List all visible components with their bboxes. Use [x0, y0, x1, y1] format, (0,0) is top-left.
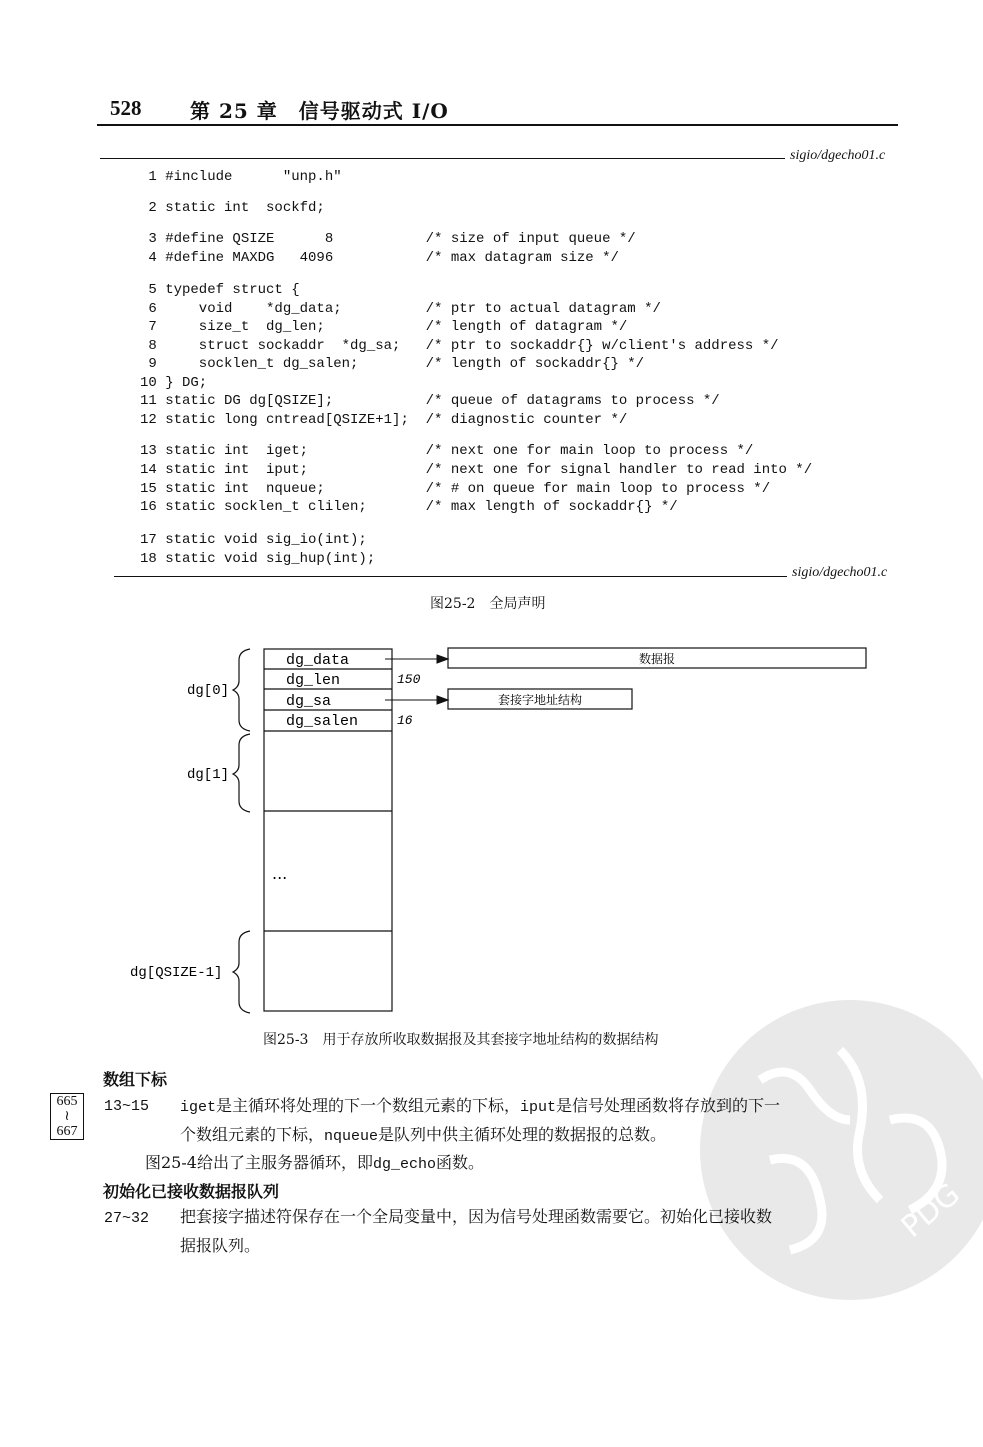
field-dg-sa: dg_sa	[286, 693, 332, 710]
margin-page-reference	[50, 1093, 84, 1140]
listing-filename-bottom: sigio/dgecho01.c	[792, 565, 888, 580]
text-nqueue-desc: 是队列中供主循环处理的数据报的总数。	[378, 1125, 667, 1144]
code-line-4: 4 #define MAXDG 4096 /* max datagram size */	[140, 250, 619, 266]
page-number: 528	[110, 96, 142, 120]
code-line-10: 10 } DG;	[140, 375, 208, 391]
paragraph-figure-ref	[145, 1149, 905, 1179]
listing-filename-top: sigio/dgecho01.c	[790, 148, 886, 163]
field-dg-len: dg_len	[286, 672, 341, 689]
code-nqueue: nqueue	[324, 1128, 379, 1145]
ellipsis: ...	[272, 864, 288, 883]
text-iget-desc: 是主循环将处理的下一个数组元素的下标，	[216, 1096, 521, 1115]
listing-top-rule	[100, 158, 785, 159]
code-line-3: 3 #define QSIZE 8 /* size of input queue */	[140, 231, 636, 247]
code-line-9: 9 socklen_t dg_salen; /* length of sockaddr{} */	[140, 356, 645, 372]
margin-ref-top: 665	[56, 1094, 78, 1109]
value-dg-salen: 16	[397, 713, 413, 728]
code-line-18: 18 static void sig_hup(int);	[140, 551, 376, 567]
field-dg-salen: dg_salen	[286, 713, 359, 730]
paragraph-array-index-2	[180, 1121, 910, 1151]
figure-25-3-caption: 图25-3 用于存放所收取数据报及其套接字地址结构的数据结构	[263, 1032, 659, 1048]
value-dg-len: 150	[397, 672, 421, 687]
code-line-1: 1 #include "unp.h"	[140, 169, 342, 185]
code-dg-echo: dg_echo	[372, 1156, 436, 1173]
code-line-12: 12 static long cntread[QSIZE+1]; /* diagnostic counter */	[140, 412, 628, 428]
arrow-to-datagram	[385, 655, 448, 663]
code-iget: iget	[180, 1099, 217, 1116]
code-iput: iput	[520, 1099, 557, 1116]
sockaddr-box-label: 套接字地址结构	[497, 693, 583, 707]
datagram-box-label: 数据报	[638, 652, 676, 666]
brace-dg1	[233, 734, 250, 812]
text-iput-desc: 是信号处理函数将存放到的下一	[556, 1096, 781, 1115]
line-ref-27-32: 27~32	[104, 1210, 150, 1227]
paragraph-init-queue-2: 据报队列。	[180, 1236, 261, 1255]
text-function: 函数。	[435, 1153, 484, 1172]
text-continuation: 个数组元素的下标，	[180, 1125, 325, 1144]
code-line-14: 14 static int iput; /* next one for signal handler to read into */	[140, 462, 813, 478]
code-line-15: 15 static int nqueue; /* # on queue for main loop to process */	[140, 481, 771, 497]
section-heading-init-queue: 初始化已接收数据报队列	[103, 1182, 280, 1201]
code-line-16: 16 static socklen_t clilen; /* max length of sockaddr{} */	[140, 499, 678, 515]
text-figure-ref: 图25-4给出了主服务器循环，即	[145, 1153, 373, 1172]
line-ref-13-15: 13~15	[104, 1098, 150, 1115]
code-line-5: 5 typedef struct {	[140, 282, 300, 298]
field-dg-data: dg_data	[286, 652, 350, 669]
margin-ref-bottom: 667	[56, 1124, 78, 1139]
code-line-6: 6 void *dg_data; /* ptr to actual datagram */	[140, 301, 661, 317]
brace-dglast	[233, 931, 250, 1013]
listing-bottom-rule	[114, 576, 787, 577]
label-dglast: dg[QSIZE-1]	[130, 965, 223, 981]
section-heading-array-index: 数组下标	[103, 1070, 168, 1089]
code-line-7: 7 size_t dg_len; /* length of datagram */	[140, 319, 628, 335]
label-dg0: dg[0]	[187, 683, 230, 699]
code-line-2: 2 static int sockfd;	[140, 200, 325, 216]
chapter-title: 第 25 章 信号驱动式 I/O	[190, 99, 449, 123]
arrow-to-sockaddr	[385, 696, 448, 704]
code-line-11: 11 static DG dg[QSIZE]; /* queue of datagrams to process */	[140, 393, 720, 409]
watermark-text: PDG	[894, 1176, 967, 1245]
paragraph-init-queue-1: 把套接字描述符保存在一个全局变量中，因为信号处理函数需要它。初始化已接收数	[180, 1207, 773, 1226]
brace-dg0	[233, 649, 250, 731]
margin-ref-separator: ≀	[64, 1109, 70, 1124]
code-line-8: 8 struct sockaddr *dg_sa; /* ptr to sockaddr{} w/client's address */	[140, 338, 779, 354]
figure-25-2-caption: 图25-2 全局声明	[430, 596, 546, 612]
label-dg1: dg[1]	[187, 767, 230, 783]
code-line-13: 13 static int iget; /* next one for main loop to process */	[140, 443, 754, 459]
dg-structure-diagram	[120, 640, 880, 1020]
paragraph-array-index-1	[180, 1092, 910, 1122]
code-line-17: 17 static void sig_io(int);	[140, 532, 367, 548]
header-rule	[97, 124, 898, 126]
